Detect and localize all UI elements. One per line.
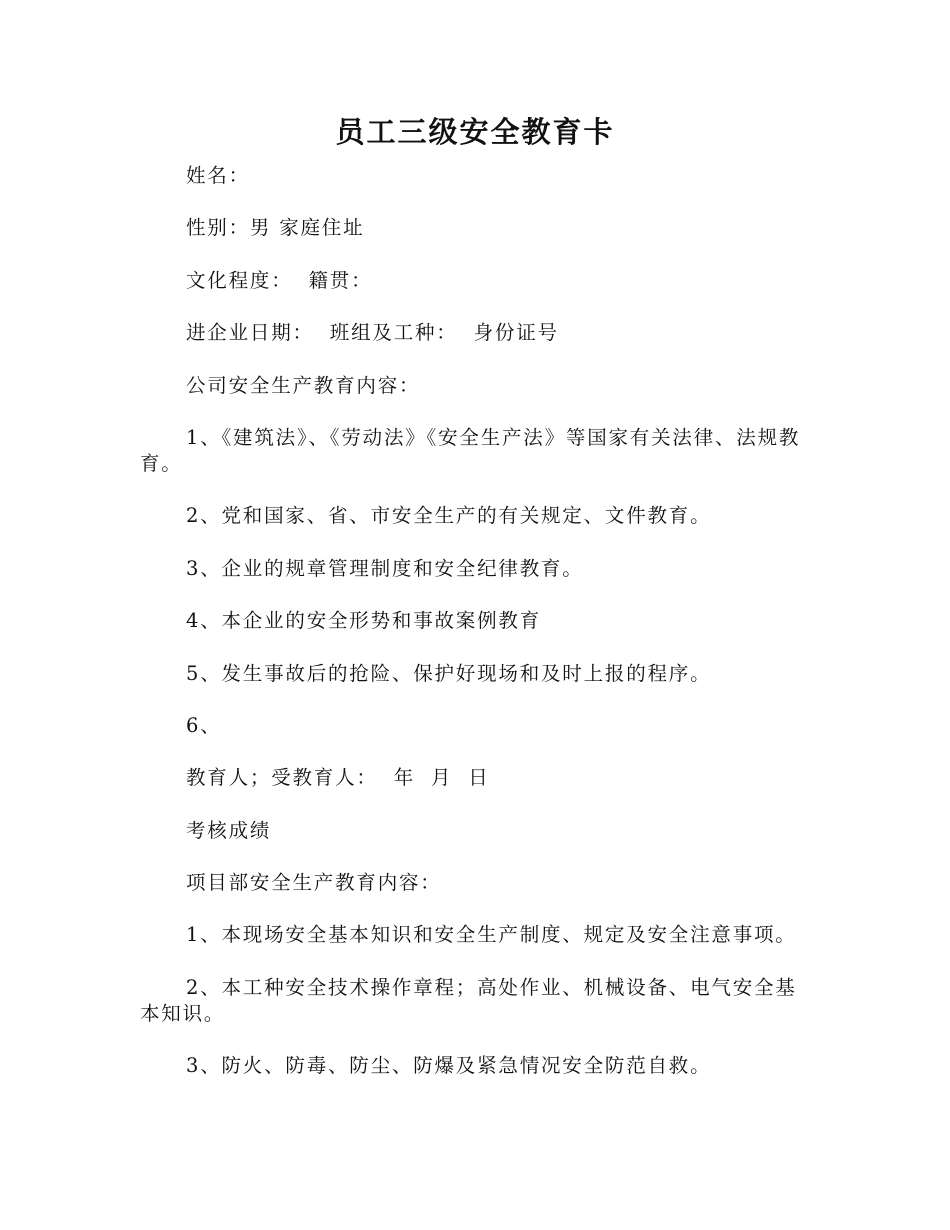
gender-address-line: 性别：男 家庭住址 — [186, 216, 365, 240]
company-education-heading: 公司安全生产教育内容： — [186, 373, 421, 397]
project-education-heading: 项目部安全生产教育内容： — [186, 871, 442, 895]
company-item-1: 1、《建筑法》、《劳动法》《安全生产法》等国家有关法律、法规教育。 — [140, 425, 801, 475]
name-field-line: 姓名： — [186, 164, 250, 187]
project-item-3: 3、防火、防毒、防尘、防爆及紧急情况安全防范自救。 — [186, 1054, 712, 1078]
document-title: 员工三级安全教育卡 — [335, 115, 615, 149]
entry-date-team-id-line: 进企业日期： 班组及工种： 身份证号 — [186, 321, 559, 345]
company-item-5: 5、发生事故后的抢险、保护好现场和及时上报的程序。 — [186, 661, 712, 685]
project-item-2: 2、本工种安全技术操作章程；高处作业、机械设备、电气安全基本知识。 — [140, 975, 797, 1025]
company-item-6: 6、 — [186, 713, 222, 737]
company-item-2: 2、党和国家、省、市安全生产的有关规定、文件教育。 — [186, 504, 712, 528]
educator-signature-line: 教育人；受教育人： 年 月 日 — [186, 766, 490, 790]
assessment-score-line: 考核成绩 — [186, 818, 272, 842]
education-origin-line: 文化程度： 籍贯： — [186, 268, 373, 292]
company-item-3: 3、企业的规章管理制度和安全纪律教育。 — [186, 556, 584, 580]
project-item-1: 1、本现场安全基本知识和安全生产制度、规定及安全注意事项。 — [186, 923, 797, 947]
company-item-4: 4、本企业的安全形势和事故案例教育 — [186, 609, 542, 633]
document-body — [140, 163, 808, 1106]
